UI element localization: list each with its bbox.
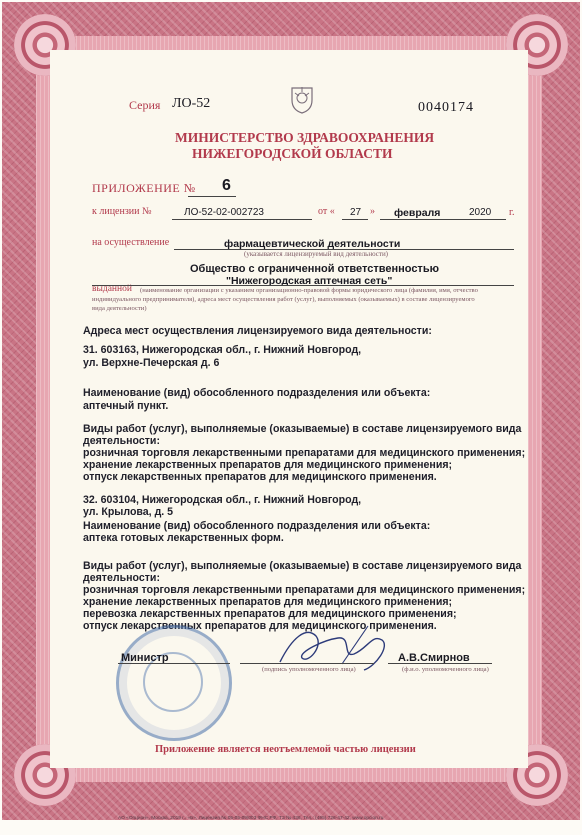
subdivision-32-label: Наименование (вид) обособленного подразделения или объекта:	[83, 520, 431, 532]
ministry-title-line1: МИНИСТЕРСТВО ЗДРАВООХРАНЕНИЯ	[175, 130, 435, 145]
org-name-line1: Общество с ограниченной ответственностью	[190, 263, 439, 275]
activity-label: на осуществление	[92, 237, 170, 248]
signatory-position: Министр	[121, 652, 169, 664]
activity-hint: (указывается лицензируемый вид деятельности)	[244, 250, 389, 258]
works-32-line3: розничная торговля лекарственными препаратами для медицинского применения;	[83, 584, 526, 596]
works-32-line1: Виды работ (услуг), выполняемые (оказываемые) в составе лицензируемого вида	[83, 560, 522, 572]
ministry-title-line2: НИЖЕГОРОДСКОЙ ОБЛАСТИ	[192, 146, 393, 161]
works-32-line2: деятельности:	[83, 572, 160, 584]
address-32-line2: ул. Крылова, д. 5	[83, 506, 174, 518]
appendix-label: ПРИЛОЖЕНИЕ №	[92, 181, 196, 195]
address-32-line1: 32. 603104, Нижегородская обл., г. Нижний Новгород,	[83, 494, 362, 506]
license-label: к лицензии №	[92, 206, 152, 217]
works-31-line1: Виды работ (услуг), выполняемые (оказываемые) в составе лицензируемого вида	[83, 423, 522, 435]
appendix-integral-note: Приложение является неотъемлемой частью лицензии	[155, 744, 416, 755]
works-31-line2: деятельности:	[83, 435, 160, 447]
series-value: ЛО-52	[172, 96, 211, 111]
date-month: февраля	[394, 207, 441, 219]
subdivision-31-value: аптечный пункт.	[83, 400, 169, 412]
works-31-line4: хранение лекарственных препаратов для медицинского применения;	[83, 459, 453, 471]
date-from-label: от «	[318, 206, 335, 217]
activity-value: фармацевтической деятельности	[224, 238, 401, 250]
works-32-line4: хранение лекарственных препаратов для медицинского применения;	[83, 596, 453, 608]
series-label: Серия	[129, 98, 161, 112]
addresses-title: Адреса мест осуществления лицензируемого вида деятельности:	[83, 325, 432, 337]
official-seal-icon	[116, 625, 232, 741]
works-32-line6: отпуск лекарственных препаратов для медицинского применения.	[83, 620, 437, 632]
works-31-line5: отпуск лекарственных препаратов для медицинского применения.	[83, 471, 437, 483]
date-day: 27	[350, 207, 362, 218]
address-31-line2: ул. Верхне-Печерская д. 6	[83, 357, 220, 369]
form-number: 0040174	[418, 100, 474, 115]
issued-hint-line1: (наименование организации с указанием организационно-правовой формы юридического лица (фамилия, имя, отчество	[140, 287, 478, 294]
works-31-line3: розничная торговля лекарственными препаратами для медицинского применения;	[83, 447, 526, 459]
issued-hint-line3: вида деятельности)	[92, 305, 147, 312]
subdivision-32-value: аптека готовых лекарственных форм.	[83, 532, 284, 544]
subdivision-31-label: Наименование (вид) обособленного подразделения или объекта:	[83, 387, 431, 399]
date-year-suffix: г.	[509, 207, 515, 218]
works-32-line5: перевозка лекарственных препаратов для медицинского применения;	[83, 608, 457, 620]
date-day-close: »	[370, 206, 375, 217]
address-31-line1: 31. 603163, Нижегородская обл., г. Нижний Новгород,	[83, 344, 362, 356]
date-year: 2020	[469, 207, 492, 218]
license-number: ЛО-52-02-002723	[184, 207, 264, 218]
appendix-number: 6	[222, 177, 231, 194]
org-name-line2: "Нижегородская аптечная сеть"	[226, 275, 393, 287]
issued-hint-line2: индивидуального предпринимателя), адреса мест осуществления работ (услуг), выполняемых (оказываемых) в составе лицензируемого	[92, 296, 475, 303]
signature-hint: (подпись уполномоченного лица)	[262, 666, 356, 673]
issued-label: выданной	[92, 284, 132, 294]
coat-of-arms-icon	[289, 84, 315, 114]
name-hint: (ф.и.о. уполномоченного лица)	[402, 666, 489, 673]
signatory-name: А.В.Смирнов	[398, 652, 470, 664]
printer-imprint: АО «Опцион», Москва, 2019 г., «Б», Лицензия № 05-05-09/003 ФНС РФ, ТЗ № 436, Тел.: (495) 726-47-42, www.opcion.ru	[118, 816, 384, 821]
